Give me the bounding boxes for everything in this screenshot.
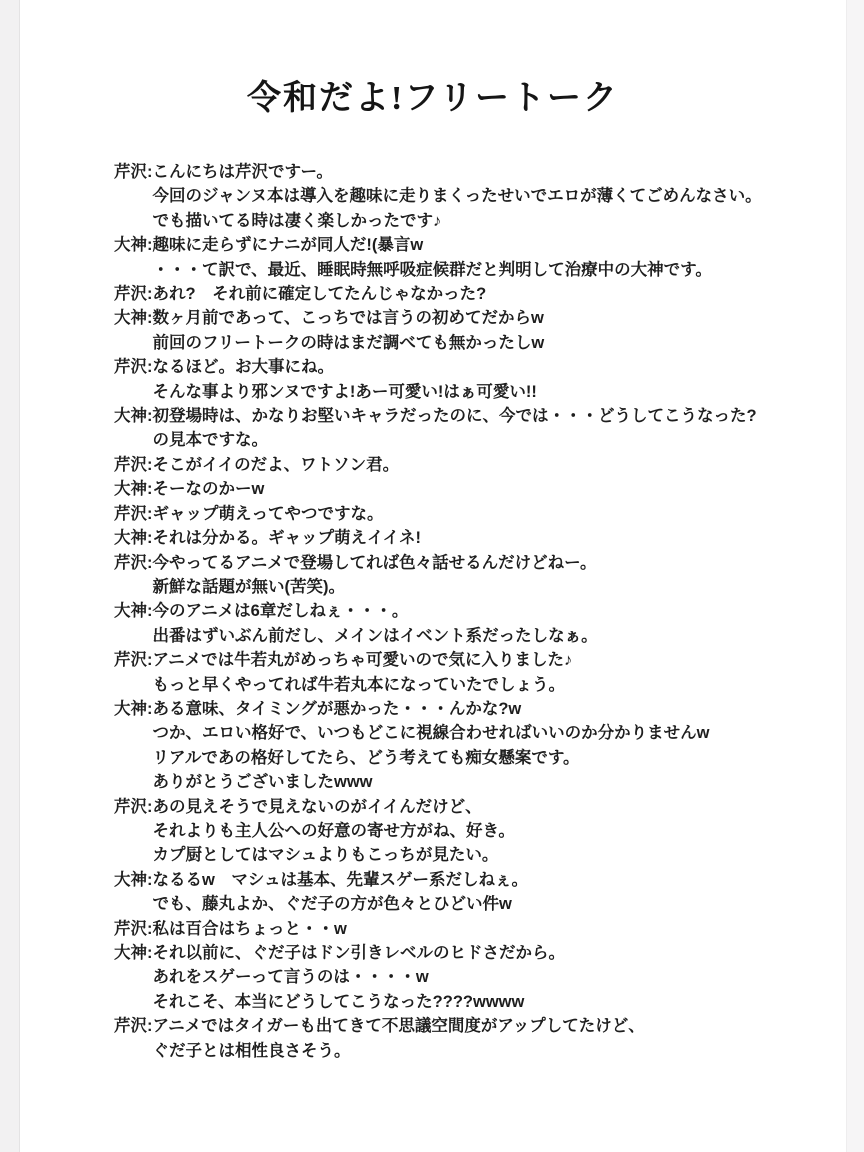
speaker-label: 大神: bbox=[114, 309, 153, 328]
dialogue-entry bbox=[114, 404, 774, 453]
dialogue-line: アニメではタイガーも出てきて不思議空間度がアップしてたけど、 bbox=[152, 1017, 645, 1036]
speaker-label: 芹沢: bbox=[114, 1017, 153, 1036]
dialogue-line: ぐだ子とは相性良さそう。 bbox=[152, 1041, 351, 1060]
speaker-label: 大神: bbox=[114, 944, 153, 962]
speaker-label: 芹沢: bbox=[114, 285, 153, 304]
speaker-label: 大神: bbox=[114, 480, 153, 499]
dialogue-line: カプ厨としてはマシュよりもこっちが見たい。 bbox=[152, 846, 499, 865]
dialogue-entry bbox=[114, 282, 774, 306]
dialogue-line: ありがとうございましたwww bbox=[152, 773, 373, 792]
dialogue-entry bbox=[114, 697, 774, 795]
dialogue-line: そこがイイのだよ、ワトソン君。 bbox=[152, 455, 400, 474]
speech-lines bbox=[153, 233, 775, 282]
dialogue-line: アニメでは牛若丸がめっちゃ可愛いので気に入りました♪ bbox=[152, 651, 573, 670]
dialogue-line: 出番はずいぶん前だし、メインはイベント系だったしなぁ。 bbox=[152, 626, 598, 645]
dialogue-entry bbox=[114, 502, 774, 526]
speech-lines bbox=[153, 160, 775, 233]
speech-lines bbox=[153, 648, 775, 697]
dialogue-line: ある意味、タイミングが悪かった・・・んかな?w bbox=[152, 699, 522, 718]
dialogue-line: でも、藤丸よか、ぐだ子の方が色々とひどい件w bbox=[152, 895, 512, 914]
speaker-label: 芹沢: bbox=[114, 919, 153, 938]
dialogue-line: こんにちは芹沢ですー。 bbox=[152, 163, 333, 181]
speaker-label: 芹沢: bbox=[114, 163, 153, 181]
speech-lines bbox=[153, 306, 775, 355]
speech-lines bbox=[153, 697, 775, 795]
dialogue-line: それは分かる。ギャップ萌えイイネ! bbox=[152, 529, 422, 548]
dialogue-line: の見本ですな。 bbox=[152, 431, 268, 450]
dialogue-line: あの見えそうで見えないのがイイんだけど、 bbox=[152, 797, 482, 816]
speech-lines bbox=[153, 477, 775, 501]
dialogue-line: 今やってるアニメで登場してれば色々話せるんだけどねー。 bbox=[152, 553, 597, 572]
speaker-label: 大神: bbox=[114, 699, 153, 718]
dialogue-line: あれ? それ前に確定してたんじゃなかった? bbox=[152, 285, 487, 304]
speaker-label: 大神: bbox=[114, 870, 153, 889]
speech-lines bbox=[153, 526, 775, 550]
dialogue-entry bbox=[114, 1014, 774, 1063]
speaker-label: 芹沢: bbox=[114, 651, 153, 670]
speaker-label: 芹沢: bbox=[114, 504, 153, 523]
dialogue-entry bbox=[114, 795, 774, 868]
speech-lines bbox=[153, 1014, 775, 1063]
dialogue bbox=[114, 160, 774, 1063]
speech-lines bbox=[153, 795, 775, 868]
dialogue-line: 私は百合はちょっと・・w bbox=[152, 919, 347, 938]
speech-lines bbox=[153, 282, 775, 306]
dialogue-line: ・・・て訳で、最近、睡眠時無呼吸症候群だと判明して治療中の大神です。 bbox=[152, 260, 712, 279]
dialogue-line: あれをスゲーって言うのは・・・・w bbox=[152, 968, 429, 987]
dialogue-line: 今のアニメは6章だしねぇ・・・。 bbox=[152, 602, 409, 621]
dialogue-line: それ以前に、ぐだ子はドン引きレベルのヒドさだから。 bbox=[152, 944, 565, 962]
speech-lines bbox=[153, 355, 775, 404]
dialogue-entry bbox=[114, 233, 774, 282]
dialogue-entry bbox=[114, 599, 774, 648]
speech-lines bbox=[153, 551, 775, 600]
dialogue-entry bbox=[114, 453, 774, 477]
dialogue-line: 今回のジャンヌ本は導入を趣味に走りまくったせいでエロが薄くてごめんなさい。 bbox=[152, 187, 762, 206]
dialogue-line: もっと早くやってれば牛若丸本になっていたでしょう。 bbox=[152, 675, 565, 694]
dialogue-line: 新鮮な話題が無い(苦笑)。 bbox=[152, 577, 345, 596]
speech-lines bbox=[153, 502, 775, 526]
speaker-label: 大神: bbox=[114, 236, 153, 255]
dialogue-entry bbox=[114, 160, 774, 233]
speaker-label: 芹沢: bbox=[114, 797, 153, 816]
dialogue-entry bbox=[114, 477, 774, 501]
dialogue-entry bbox=[114, 526, 774, 550]
dialogue-entry bbox=[114, 306, 774, 355]
speech-lines bbox=[153, 404, 775, 453]
dialogue-entry bbox=[114, 868, 774, 917]
page-right-edge bbox=[846, 0, 864, 1152]
speech-lines bbox=[153, 917, 775, 941]
dialogue-line: つか、エロい格好で、いつもどこに視線合わせればいいのか分かりませんw bbox=[152, 724, 710, 743]
speaker-label: 芹沢: bbox=[114, 553, 153, 572]
dialogue-entry bbox=[114, 917, 774, 941]
dialogue-line: 数ヶ月前であって、こっちでは言うの初めてだからw bbox=[152, 309, 544, 328]
dialogue-line: 趣味に走らずにナニが同人だ!(暴言w bbox=[152, 236, 424, 255]
speech-lines bbox=[153, 868, 775, 917]
dialogue-entry bbox=[114, 551, 774, 600]
dialogue-line: それこそ、本当にどうしてこうなった????wwww bbox=[152, 992, 525, 1011]
speech-lines bbox=[153, 599, 775, 648]
dialogue-line: なるほど。お大事にね。 bbox=[152, 358, 334, 377]
speaker-label: 大神: bbox=[114, 602, 153, 621]
dialogue-entry bbox=[114, 648, 774, 697]
dialogue-line: そーなのかーw bbox=[152, 480, 265, 499]
dialogue-line: ギャップ萌えってやつですな。 bbox=[152, 504, 384, 523]
dialogue-line: なるるw マシュは基本、先輩スゲー系だしねぇ。 bbox=[152, 870, 529, 889]
page-left-edge bbox=[0, 0, 20, 1152]
speaker-label: 大神: bbox=[114, 529, 153, 548]
speaker-label: 芹沢: bbox=[114, 358, 153, 377]
dialogue-line: 初登場時は、かなりお堅いキャラだったのに、今では・・・どうしてこうなった? bbox=[152, 407, 757, 426]
dialogue-line: 前回のフリートークの時はまだ調べても無かったしw bbox=[152, 333, 545, 352]
speaker-label: 芹沢: bbox=[114, 455, 153, 474]
dialogue-entry bbox=[114, 941, 774, 1014]
dialogue-line: それよりも主人公への好意の寄せ方がね、好き。 bbox=[152, 821, 515, 840]
speaker-label: 大神: bbox=[114, 407, 153, 426]
speech-lines bbox=[153, 941, 775, 1014]
page-title: 令和だよ!フリートーク bbox=[247, 80, 619, 117]
dialogue-line: でも描いてる時は凄く楽しかったです♪ bbox=[152, 211, 442, 230]
dialogue-line: そんな事より邪ンヌですよ!あー可愛い!はぁ可愛い!! bbox=[152, 382, 537, 401]
speech-lines bbox=[153, 453, 775, 477]
dialogue-entry bbox=[114, 355, 774, 404]
dialogue-line: リアルであの格好してたら、どう考えても痴女懸案です。 bbox=[152, 748, 580, 767]
